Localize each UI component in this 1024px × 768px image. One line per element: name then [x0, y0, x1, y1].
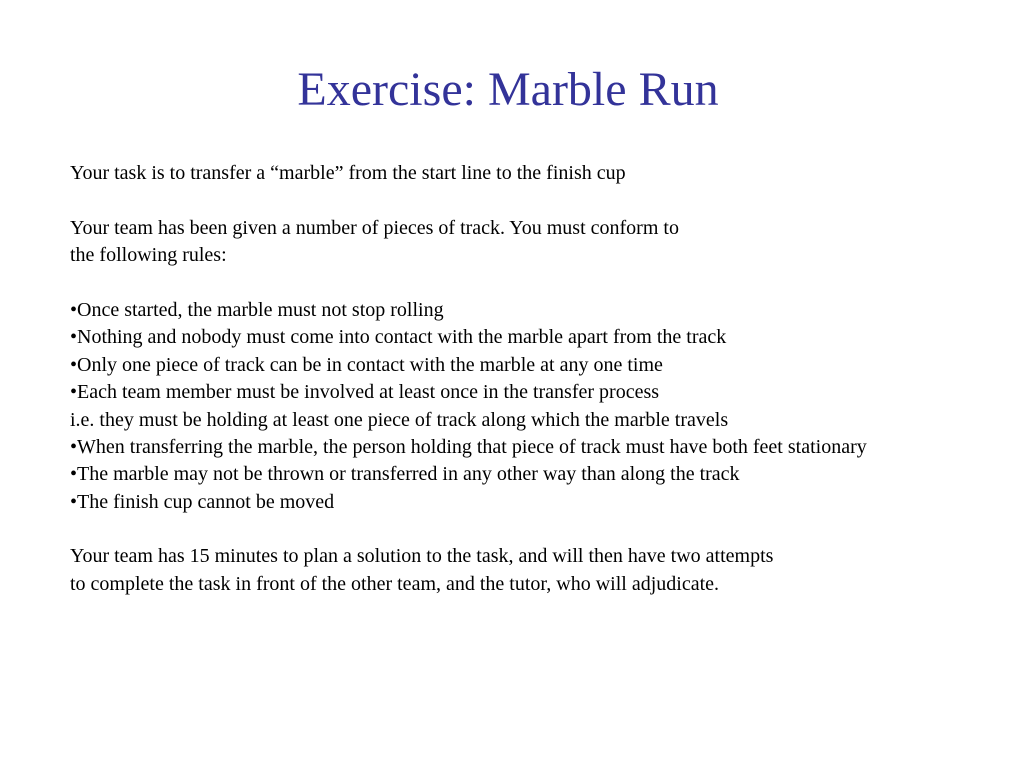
paragraph-gap	[70, 270, 1010, 297]
rule-item: •Each team member must be involved at least once in the transfer process	[70, 381, 660, 404]
closing-text-line-2: to complete the task in front of the other team, and the tutor, who will adjudicate.	[70, 572, 720, 595]
rule-item-continuation: i.e. they must be holding at least one piece of track along which the marble travels	[70, 408, 729, 431]
rule-item: •The finish cup cannot be moved	[70, 490, 335, 513]
track-text-line-2: the following rules:	[70, 244, 227, 267]
paragraph-gap	[70, 516, 1010, 543]
slide-title: Exercise: Marble Run	[297, 63, 719, 116]
rule-item: •Once started, the marble must not stop rolling	[70, 298, 444, 321]
rule-item: •The marble may not be thrown or transferred in any other way than along the track	[70, 463, 740, 486]
slide-body	[70, 160, 1010, 598]
paragraph-gap	[70, 187, 1010, 214]
rule-item: •Only one piece of track can be in contact with the marble at any one time	[70, 353, 663, 376]
rule-item: •When transferring the marble, the person holding that piece of track must have both feet stationary	[70, 435, 867, 458]
track-text-line-1: Your team has been given a number of pieces of track. You must conform to	[70, 216, 679, 239]
intro-text: Your task is to transfer a “marble” from the start line to the finish cup	[70, 162, 626, 184]
closing-text-line-1: Your team has 15 minutes to plan a solution to the task, and will then have two attempts	[70, 545, 774, 568]
rule-item: •Nothing and nobody must come into contact with the marble apart from the track	[70, 326, 727, 349]
rules-list	[70, 297, 1010, 516]
